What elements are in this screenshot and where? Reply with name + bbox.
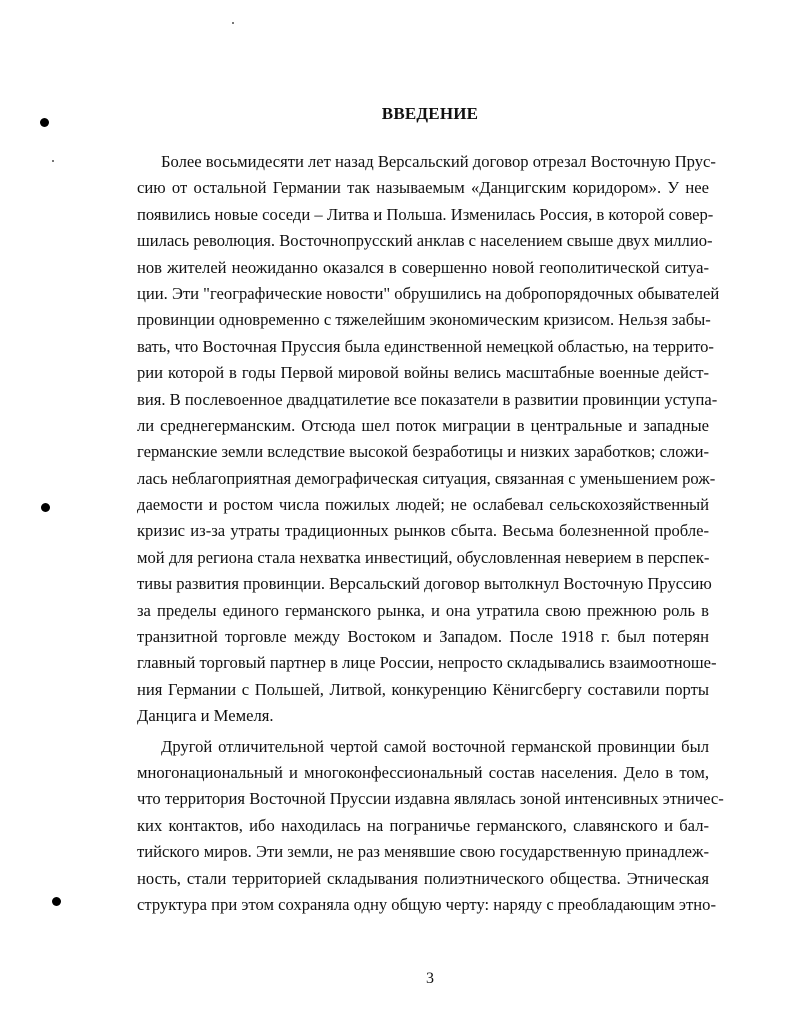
text-line: многонациональный и многоконфессиональный состав населения. Дело в том,: [137, 762, 709, 782]
body-text: [137, 149, 724, 918]
text-line: нов жителей неожиданно оказался в совершенно новой геополитической ситуа-: [137, 257, 709, 277]
text-line: ли среднегерманским. Отсюда шел поток миграции в центральные и западные: [137, 415, 709, 435]
text-line: вать, что Восточная Пруссия была единственной немецкой областью, на террито-: [137, 336, 714, 356]
text-line: транзитной торговле между Востоком и Западом. После 1918 г. был потерян: [137, 627, 709, 647]
scan-speck: [52, 160, 54, 162]
text-line: кризис из-за утраты традиционных рынков сбыта. Весьма болезненной пробле-: [137, 521, 709, 541]
text-line: тийского миров. Эти земли, не раз менявшие свою государственную принадлеж-: [137, 842, 709, 862]
text-line: структура при этом сохраняла одну общую черту: наряду с преобладающим этно-: [137, 894, 716, 914]
page-number: 3: [426, 970, 434, 987]
text-line: появились новые соседи – Литва и Польша. Изменилась Россия, в которой совер-: [137, 204, 714, 224]
page-title: ВВЕДЕНИЕ: [381, 104, 479, 123]
paragraph: [137, 149, 720, 730]
text-line: мой для региона стала нехватка инвестиций, обусловленная неверием в перспек-: [137, 547, 710, 567]
text-line: Более восьмидесяти лет назад Версальский договор отрезал Восточную Прус-: [161, 152, 716, 171]
text-line: рии которой в годы Первой мировой войны велись масштабные военные дейст-: [137, 363, 709, 383]
text-line: сию от остальной Германии так называемым «Данцигским коридором». У нее: [137, 178, 709, 198]
text-line: Другой отличительной чертой самой восточной германской провинции был: [161, 736, 709, 756]
paragraph: [137, 734, 724, 919]
punch-hole-mark: [41, 503, 50, 512]
text-line: лась неблагоприятная демографическая ситуация, связанная с уменьшением рож-: [137, 468, 716, 488]
text-line: ции. Эти "географические новости" обрушились на добропорядочных обывателей: [137, 283, 720, 303]
scan-speck: [232, 22, 234, 24]
text-line: ких контактов, ибо находилась на пограничье германского, славянского и бал-: [137, 815, 709, 835]
text-line: Данцига и Мемеля.: [137, 706, 274, 726]
text-line: ность, стали территорией складывания полиэтнического общества. Этническая: [137, 868, 709, 888]
text-line: провинции одновременно с тяжелейшим экономическим кризисом. Нельзя забы-: [137, 310, 711, 330]
text-line: что территория Восточной Пруссии издавна являлась зоной интенсивных этничес-: [137, 789, 724, 809]
text-line: вия. В послевоенное двадцатилетие все показатели в развитии провинции уступа-: [137, 389, 718, 409]
text-line: шилась революция. Восточнопрусский анклав с населением свыше двух миллио-: [137, 231, 713, 251]
text-line: тивы развития провинции. Версальский договор вытолкнул Восточную Пруссию: [137, 574, 712, 594]
text-line: даемости и ростом числа пожилых людей; не ослабевал сельскохозяйственный: [137, 495, 709, 515]
text-line: за пределы единого германского рынка, и она утратила свою прежнюю роль в: [137, 600, 709, 620]
text-line: главный торговый партнер в лице России, непросто складывались взаимоотноше-: [137, 653, 717, 673]
text-line: ния Германии с Польшей, Литвой, конкуренцию Кёнигсбергу составили порты: [137, 679, 709, 699]
text-line: германские земли вследствие высокой безработицы и низких заработков; сложи-: [137, 442, 709, 462]
punch-hole-mark: [52, 897, 61, 906]
